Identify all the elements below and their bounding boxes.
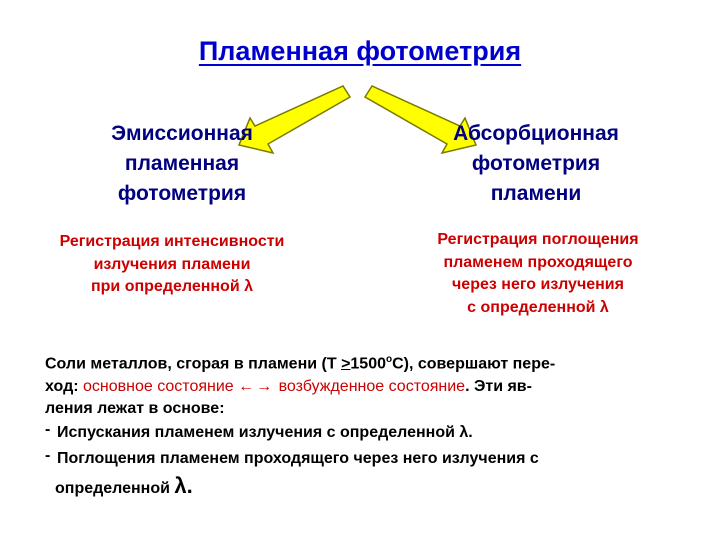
paragraph-line-2 bbox=[45, 376, 685, 399]
absorption-description-line: пламенем проходящего bbox=[443, 253, 633, 271]
emission-description bbox=[22, 231, 322, 299]
transition-arrows-icon: ←→ bbox=[238, 377, 275, 395]
absorption-heading-line: Абсорбционная bbox=[453, 122, 619, 145]
emission-heading-line: фотометрия bbox=[117, 182, 247, 205]
page-title-text: Пламенная фотометрия bbox=[198, 36, 522, 66]
absorption-heading-line: фотометрия bbox=[471, 152, 601, 175]
paragraph-line-1 bbox=[45, 349, 685, 376]
geq-sign: > bbox=[341, 355, 351, 373]
emission-description-line: при определенной λ bbox=[90, 278, 253, 295]
emission-heading-line: пламенная bbox=[124, 152, 240, 175]
excited-state-text: возбужденное состояние bbox=[278, 377, 466, 395]
ground-state-text: основное состояние bbox=[83, 377, 234, 395]
bullet-text: определенной bbox=[55, 479, 175, 497]
text-run: ход: bbox=[45, 377, 83, 395]
absorption-heading bbox=[426, 119, 646, 209]
bullet-item-absorption bbox=[45, 448, 685, 471]
lambda-symbol: λ bbox=[174, 472, 187, 498]
emission-description-line: излучения пламени bbox=[93, 255, 251, 273]
temperature-value: 1500 bbox=[350, 355, 386, 373]
emission-description-line: Регистрация интенсивности bbox=[59, 233, 285, 250]
text-run: Соли металлов, сгорая в пламени (Т bbox=[45, 355, 342, 373]
bullet-text: Поглощения пламенем проходящего через него излучения с bbox=[57, 450, 539, 468]
bullet-marker: - bbox=[45, 447, 51, 465]
bullet-item-emission bbox=[45, 422, 685, 445]
bullet-continuation bbox=[45, 472, 685, 501]
explanation-paragraph bbox=[45, 349, 685, 500]
degree-sign: о bbox=[386, 354, 393, 365]
emission-heading bbox=[72, 119, 292, 209]
absorption-heading-line: пламени bbox=[490, 182, 582, 205]
absorption-description-line: Регистрация поглощения bbox=[437, 231, 639, 248]
bullet-text: Испускания пламенем излучения с определенной λ. bbox=[57, 423, 473, 441]
period: . bbox=[186, 472, 193, 498]
text-run: С), совершают пере- bbox=[392, 355, 556, 373]
text-run: . Эти яв- bbox=[465, 377, 532, 395]
absorption-description-line: с определенной λ bbox=[467, 298, 609, 316]
absorption-description-line: через него излучения bbox=[452, 276, 624, 293]
bullet-marker: - bbox=[45, 420, 51, 438]
absorption-description bbox=[388, 229, 688, 319]
paragraph-line-3: ления лежат в основе: bbox=[45, 400, 225, 418]
emission-heading-line: Эмиссионная bbox=[111, 122, 253, 145]
